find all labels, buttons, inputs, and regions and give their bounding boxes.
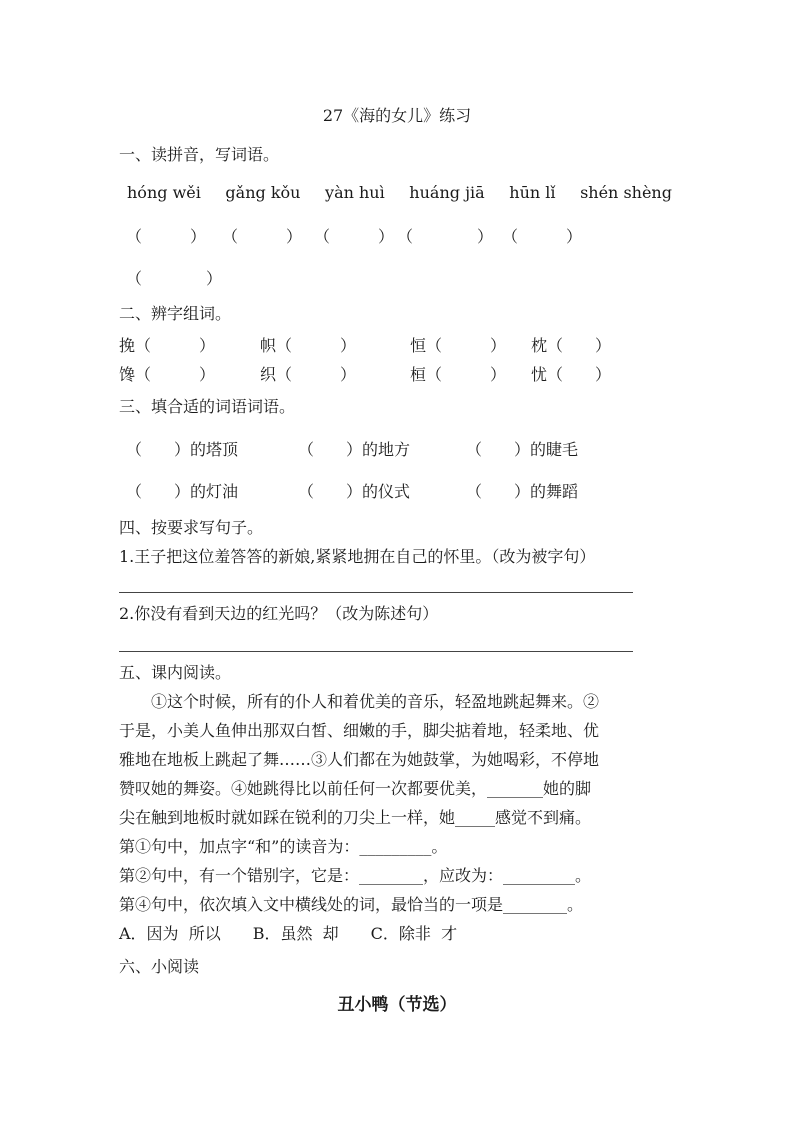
- answer-blank[interactable]: （ ）: [126, 269, 223, 288]
- pinyin-item: yàn huì: [325, 183, 385, 202]
- answer-line-1[interactable]: [119, 592, 633, 593]
- word-group-blank[interactable]: 挽（ ）: [119, 336, 216, 355]
- answer-blank[interactable]: （ ）: [126, 227, 207, 246]
- section-5-heading: 五、课内阅读。: [119, 663, 232, 682]
- fill-word-item[interactable]: （ ）的塔顶: [126, 440, 239, 459]
- pinyin-item: huáng jiā: [409, 183, 485, 202]
- passage-line: ①这个时候，所有的仆人和着优美的音乐，轻盈地跳起舞来。②: [119, 692, 600, 711]
- answer-blank[interactable]: （ ）: [314, 227, 395, 246]
- word-group-blank[interactable]: 帜（ ）: [260, 336, 357, 355]
- section-1-heading: 一、读拼音，写词语。: [119, 145, 280, 164]
- answer-options: A．因为 所以 B．虽然 却 C．除非 才: [119, 924, 458, 943]
- pinyin-item: gǎng kǒu: [225, 183, 301, 202]
- word-group-blank[interactable]: 织（ ）: [260, 365, 357, 384]
- passage-title: 丑小鸭（节选）: [337, 995, 457, 1015]
- section-4-heading: 四、按要求写句子。: [119, 518, 264, 537]
- section-2-heading: 二、辨字组词。: [119, 304, 232, 323]
- reading-question: 第②句中，有一个错别字，它是：________，应改为：_________。: [119, 866, 592, 885]
- page-title: 27《海的女儿》练习: [322, 106, 472, 125]
- pinyin-row: [127, 183, 672, 202]
- passage-line: 于是，小美人鱼伸出那双白皙、细嫩的手，脚尖掂着地，轻柔地、优: [119, 721, 600, 740]
- word-group-blank[interactable]: 恒（ ）: [410, 336, 507, 355]
- sentence-question-2: 2.你没有看到天边的红光吗？（改为陈述句）: [119, 604, 439, 623]
- word-group-blank[interactable]: 忧（ ）: [531, 365, 612, 384]
- answer-blank[interactable]: （ ）: [222, 227, 303, 246]
- passage-line: 尖在触到地板时就如踩在锐利的刀尖上一样，她_____感觉不到痛。: [119, 808, 592, 827]
- passage-line: 赞叹她的舞姿。④她跳得比以前任何一次都要优美，_______她的脚: [119, 779, 592, 798]
- fill-word-item[interactable]: （ ）的仪式: [298, 482, 411, 501]
- answer-blank[interactable]: （ ）: [397, 227, 494, 246]
- pinyin-item: shén shèng: [580, 183, 672, 202]
- reading-question: 第①句中，加点字“和”的读音为：_________。: [119, 837, 448, 856]
- word-group-blank[interactable]: 枕（ ）: [531, 336, 612, 355]
- answer-blank[interactable]: （ ）: [502, 227, 583, 246]
- pinyin-item: hóng wěi: [127, 183, 201, 202]
- reading-passage: [119, 687, 675, 948]
- word-group-blank[interactable]: 馋（ ）: [119, 365, 216, 384]
- section-3-heading: 三、填合适的词语词语。: [119, 397, 296, 416]
- fill-word-item[interactable]: （ ）的舞蹈: [466, 482, 579, 501]
- sentence-question-1: 1.王子把这位羞答答的新娘,紧紧地拥在自己的怀里。（改为被字句）: [119, 547, 596, 566]
- passage-line: 雅地在地板上跳起了舞……③人们都在为她鼓掌，为她喝彩，不停地: [119, 750, 600, 769]
- reading-question: 第④句中，依次填入文中横线处的词，最恰当的一项是________。: [119, 895, 584, 914]
- fill-word-item[interactable]: （ ）的地方: [298, 440, 411, 459]
- section-6-heading: 六、小阅读: [119, 957, 200, 976]
- word-group-blank[interactable]: 桓（ ）: [410, 365, 507, 384]
- fill-word-item[interactable]: （ ）的灯油: [126, 482, 239, 501]
- pinyin-item: hūn lǐ: [509, 183, 556, 202]
- answer-line-2[interactable]: [119, 651, 633, 652]
- fill-word-item[interactable]: （ ）的睫毛: [466, 440, 579, 459]
